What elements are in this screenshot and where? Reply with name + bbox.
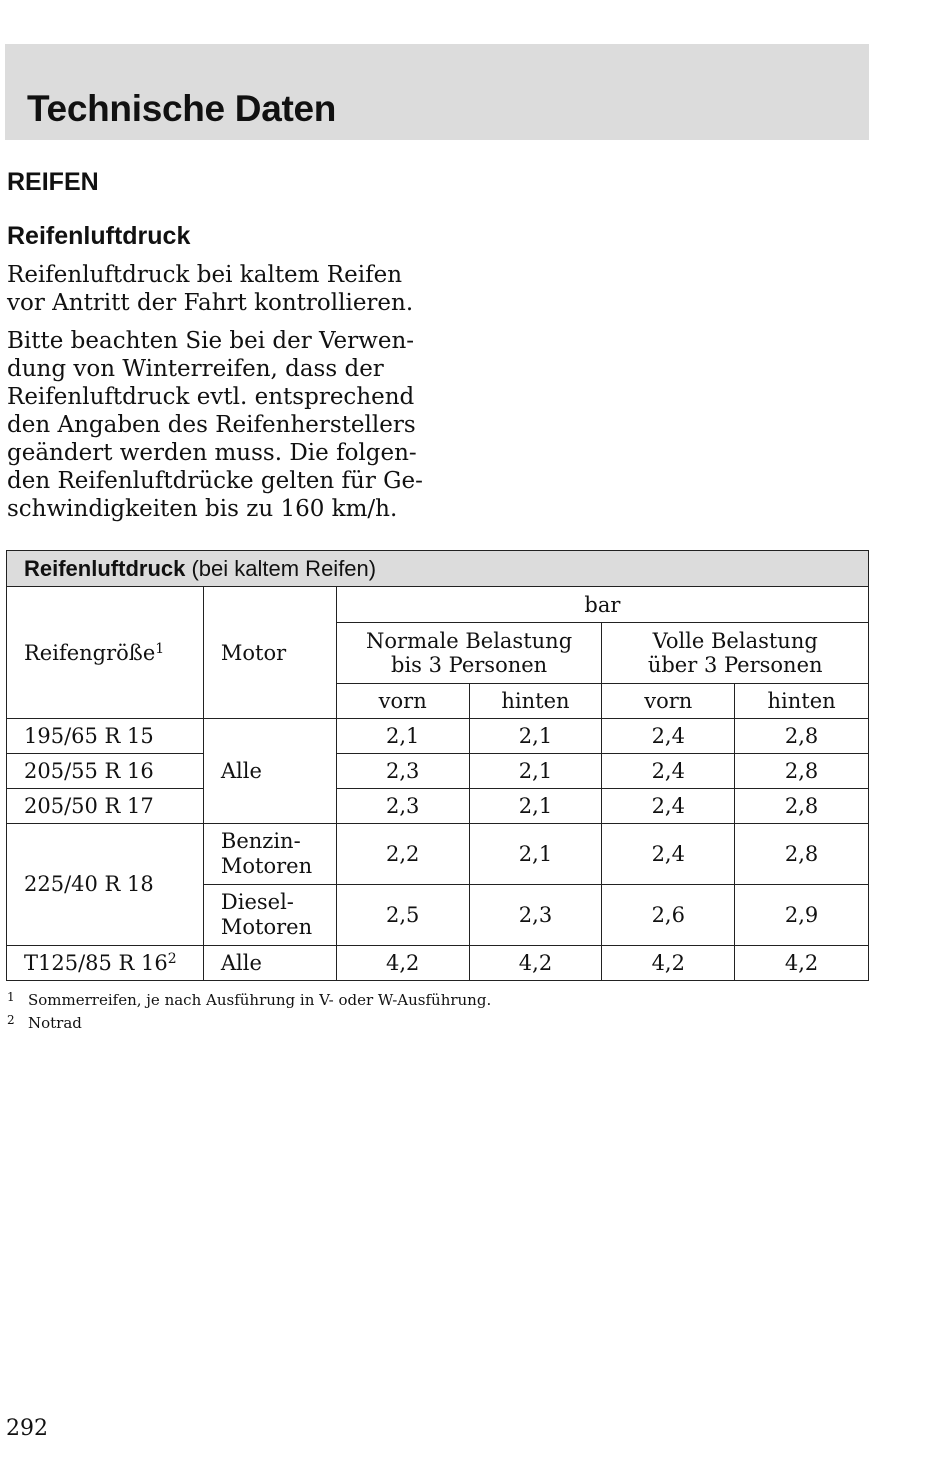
value-cell: 2,8 bbox=[735, 754, 869, 789]
page-number: 292 bbox=[6, 1416, 48, 1441]
header-unit: bar bbox=[336, 587, 868, 623]
value-cell: 2,1 bbox=[469, 754, 602, 789]
value-cell: 4,2 bbox=[735, 946, 869, 981]
footnote-text: Notrad bbox=[28, 1014, 82, 1032]
tire-size-cell bbox=[7, 946, 204, 981]
footnote-mark: 2 bbox=[7, 1013, 15, 1027]
value-cell: 4,2 bbox=[602, 946, 735, 981]
tire-size-cell: 205/50 R 17 bbox=[7, 789, 204, 824]
value-cell: 2,1 bbox=[469, 824, 602, 885]
header-full-rear: hinten bbox=[735, 684, 869, 719]
subsection-title: Reifenluftdruck bbox=[7, 222, 191, 250]
motor-cell: Diesel- Motoren bbox=[203, 885, 336, 946]
value-cell: 2,5 bbox=[336, 885, 469, 946]
footnote-ref-1: 1 bbox=[155, 640, 165, 657]
tire-size-label: T125/85 R 16 bbox=[24, 951, 168, 975]
table-row bbox=[7, 946, 869, 981]
tire-size-cell: 225/40 R 18 bbox=[7, 824, 204, 946]
value-cell: 2,1 bbox=[336, 719, 469, 754]
value-cell: 2,3 bbox=[469, 885, 602, 946]
tire-size-cell: 195/65 R 15 bbox=[7, 719, 204, 754]
header-normal-front: vorn bbox=[336, 684, 469, 719]
value-cell: 2,8 bbox=[735, 719, 869, 754]
table-caption bbox=[7, 551, 869, 587]
value-cell: 2,3 bbox=[336, 789, 469, 824]
tire-size-cell: 205/55 R 16 bbox=[7, 754, 204, 789]
header-normal-rear: hinten bbox=[469, 684, 602, 719]
table-row bbox=[7, 719, 869, 754]
value-cell: 2,4 bbox=[602, 754, 735, 789]
header-tire-size bbox=[7, 587, 204, 719]
header-full-load: Volle Belastung über 3 Personen bbox=[602, 623, 869, 684]
header-normal-load: Normale Belastung bis 3 Personen bbox=[336, 623, 602, 684]
header-tire-size-label: Reifengröße bbox=[24, 640, 156, 665]
page-title: Technische Daten bbox=[27, 88, 337, 129]
intro-paragraph: Reifenluftdruck bei kaltem Reifen vor Antritt der Fahrt kontrollieren. bbox=[7, 262, 414, 316]
footnote-ref-2: 2 bbox=[167, 951, 177, 967]
value-cell: 2,8 bbox=[735, 824, 869, 885]
value-cell: 2,9 bbox=[735, 885, 869, 946]
value-cell: 2,3 bbox=[336, 754, 469, 789]
footnote-text: Sommerreifen, je nach Ausführung in V- oder W-Ausführung. bbox=[28, 991, 492, 1009]
value-cell: 2,4 bbox=[602, 789, 735, 824]
table-caption-rest: (bei kaltem Reifen) bbox=[185, 555, 377, 581]
motor-cell: Benzin- Motoren bbox=[203, 824, 336, 885]
footnote-1 bbox=[7, 990, 491, 1009]
tire-pressure-table bbox=[6, 550, 869, 981]
value-cell: 4,2 bbox=[336, 946, 469, 981]
value-cell: 2,1 bbox=[469, 789, 602, 824]
footnote-mark: 1 bbox=[7, 990, 15, 1004]
header-motor: Motor bbox=[203, 587, 336, 719]
motor-cell: Alle bbox=[203, 719, 336, 824]
table-caption-bold: Reifenluftdruck bbox=[24, 555, 186, 581]
value-cell: 2,6 bbox=[602, 885, 735, 946]
value-cell: 2,2 bbox=[336, 824, 469, 885]
table-row bbox=[7, 824, 869, 885]
header-full-front: vorn bbox=[602, 684, 735, 719]
value-cell: 2,4 bbox=[602, 719, 735, 754]
section-title: REIFEN bbox=[7, 168, 99, 196]
value-cell: 2,4 bbox=[602, 824, 735, 885]
value-cell: 2,8 bbox=[735, 789, 869, 824]
value-cell: 4,2 bbox=[469, 946, 602, 981]
table-row bbox=[7, 789, 869, 824]
footnote-2 bbox=[7, 1013, 82, 1032]
value-cell: 2,1 bbox=[469, 719, 602, 754]
motor-cell: Alle bbox=[203, 946, 336, 981]
table-row bbox=[7, 754, 869, 789]
winter-tire-paragraph: Bitte beachten Sie bei der Verwen- dung von Winterreifen, dass der Reifenluftdruck evtl. entsprechend den Angaben des Reifenherstellers geändert werden muss. Die folgen- den Reifenluftdrücke gelten für Ge- schwindigkeiten bis zu 160 km/h. bbox=[7, 328, 423, 522]
